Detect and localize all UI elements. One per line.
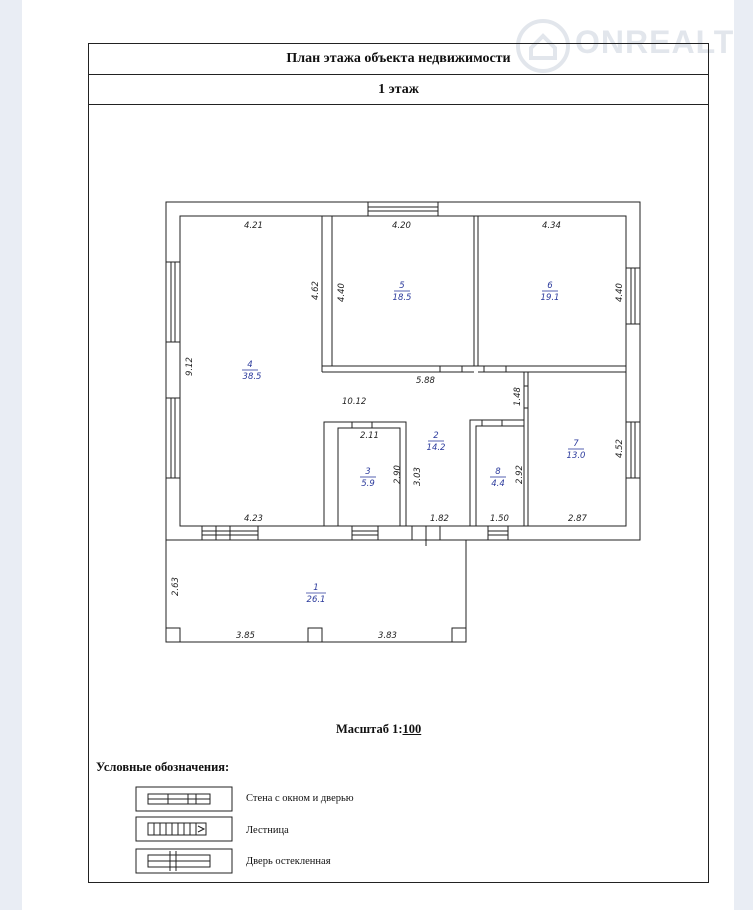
svg-text:5: 5	[399, 281, 405, 291]
outer-wall	[166, 202, 640, 540]
scale-text: Масштаб 1:	[336, 722, 403, 736]
dim-label: 3.83	[378, 631, 397, 641]
page-title: План этажа объекта недвижимости	[89, 44, 708, 75]
room-label-6	[541, 281, 560, 303]
dim-label: 2.92	[515, 465, 525, 484]
svg-text:4.4: 4.4	[491, 479, 505, 489]
svg-text:7: 7	[573, 439, 579, 449]
svg-text:6: 6	[547, 281, 553, 291]
dim-label: 9.12	[185, 357, 195, 376]
legend-title: Условные обозначения:	[96, 760, 230, 774]
terrace-post	[452, 628, 466, 642]
door-mark	[484, 366, 506, 372]
svg-text:26.1: 26.1	[306, 595, 326, 605]
svg-text:5.9: 5.9	[361, 479, 375, 489]
dim-label: 4.21	[244, 221, 263, 231]
door-mark	[524, 386, 528, 408]
room-label-2	[427, 431, 446, 453]
window-bottom-2	[352, 526, 378, 540]
legend-label-wall: Стена с окном и дверью	[246, 793, 354, 804]
window-bottom-3	[488, 526, 508, 540]
dim-label: 4.40	[615, 283, 625, 302]
room-label-1	[306, 583, 326, 605]
door-mark	[482, 420, 502, 426]
terrace-post	[166, 628, 180, 642]
svg-text:18.5: 18.5	[392, 293, 412, 303]
svg-text:4: 4	[247, 360, 253, 370]
dim-label: 4.62	[311, 281, 321, 300]
dim-label: 4.20	[392, 221, 411, 231]
floor-title: 1 этаж	[89, 75, 708, 105]
legend-symbol-wall-window-door	[136, 787, 232, 811]
room-6-walls	[474, 216, 478, 366]
dim-label: 2.87	[568, 514, 587, 524]
svg-text:38.5: 38.5	[242, 372, 262, 382]
legend-symbol-glazed-door	[136, 849, 232, 873]
dim-label: 2.90	[393, 465, 403, 484]
svg-text:2: 2	[433, 431, 439, 441]
svg-text:1: 1	[313, 583, 319, 593]
room-label-4	[242, 360, 261, 382]
legend-label-stairs: Лестница	[246, 825, 289, 836]
dim-label: 5.88	[416, 376, 435, 386]
dim-label: 1.50	[490, 514, 509, 524]
svg-text:19.1: 19.1	[540, 293, 560, 303]
room-label-8	[490, 467, 506, 489]
inner-wall-line	[180, 216, 626, 526]
scale-label	[336, 722, 443, 737]
legend-symbol-stairs	[136, 817, 232, 841]
svg-text:14.2: 14.2	[426, 443, 446, 453]
room-label-5	[393, 281, 412, 303]
svg-text:13.0: 13.0	[566, 451, 586, 461]
room-label-3	[360, 467, 376, 489]
dim-label: 4.40	[337, 283, 347, 302]
dim-label: 3.85	[236, 631, 255, 641]
scale-value: 100	[402, 722, 422, 736]
dim-label: 4.23	[244, 514, 263, 524]
window-right-2	[626, 422, 640, 478]
door-mark	[352, 422, 372, 428]
door-mark	[440, 366, 462, 372]
dim-label: 10.12	[342, 397, 367, 407]
dim-label: 2.11	[360, 431, 379, 441]
dim-label: 4.52	[615, 439, 625, 458]
window-left-1	[166, 262, 180, 342]
terrace-post	[308, 628, 322, 642]
legend-label-glazed-door: Дверь остекленная	[246, 856, 331, 867]
watermark-brand: ONREALT	[575, 24, 735, 60]
room-label-7	[567, 439, 586, 461]
dim-label: 3.03	[413, 467, 423, 486]
window-right-1	[626, 268, 640, 324]
dim-label: 2.63	[171, 577, 181, 596]
room-7-walls	[524, 372, 528, 526]
dim-label: 1.82	[430, 514, 449, 524]
window-left-2	[166, 398, 180, 478]
svg-text:3: 3	[365, 467, 371, 477]
window-top	[368, 202, 438, 216]
dim-label: 4.34	[542, 221, 561, 231]
dim-label: 1.48	[513, 387, 523, 406]
svg-text:8: 8	[495, 467, 501, 477]
room-5-walls	[322, 216, 332, 366]
